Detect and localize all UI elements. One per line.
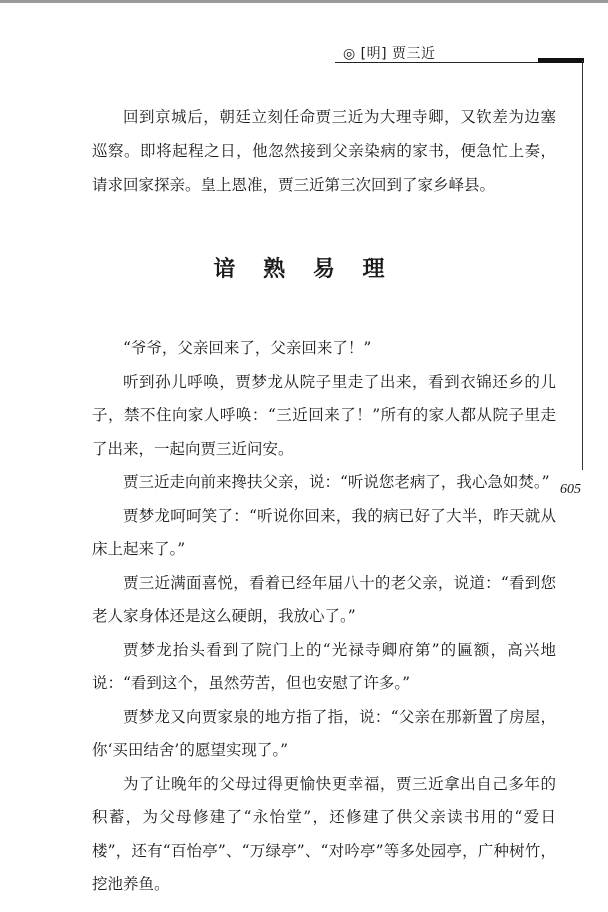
- corner-bar: [538, 58, 584, 63]
- paragraph: “爷爷，父亲回来了，父亲回来了！”: [123, 339, 372, 357]
- paragraph: 贾三近满面喜悦，看着已经年届八十的老父亲，说道：“看到您老人家身体还是这么硬朗，我放心了。”: [92, 573, 556, 625]
- header-rule: [335, 62, 538, 63]
- page-number: 605: [560, 482, 581, 497]
- running-header: ◎ [明] 贾三近: [343, 46, 436, 62]
- intro-text-block: [92, 100, 556, 202]
- page-top-edge: [0, 0, 608, 3]
- paragraph: 为了让晚年的父母过得更愉快更幸福，贾三近拿出自己多年的积蓄，为父母修建了“永怡堂”，还修建了供父亲读书用的“爱日楼”，还有“百怡亭”、“万绿亭”、“对吟亭”等多处园亭，广种树竹，挖池养鱼。: [92, 774, 556, 893]
- paragraph: 听到孙儿呼唤，贾梦龙从院子里走了出来，看到衣锦还乡的儿子，禁不住向家人呼唤：“三近回来了！”所有的家人都从院子里走了出来，一起向贾三近问安。: [92, 372, 556, 458]
- body-text-block: [92, 332, 556, 902]
- section-title: 谙 熟 易 理: [213, 257, 395, 282]
- paragraph: 贾梦龙抬头看到了院门上的“光禄寺卿府第”的匾额，高兴地说：“看到这个，虽然劳苦，但也安慰了许多。”: [92, 640, 556, 692]
- paragraph: 回到京城后，朝廷立刻任命贾三近为大理寺卿，又钦差为边塞巡察。即将起程之日，他忽然接到父亲染病的家书，便急忙上奏，请求回家探亲。皇上恩准，贾三近第三次回到了家乡峄县。: [92, 108, 556, 194]
- paragraph: 贾梦龙呵呵笑了：“听说你回来，我的病已好了大半，昨天就从床上起来了。”: [92, 506, 556, 558]
- paragraph: 贾三近走向前来搀扶父亲，说：“听说您老病了，我心急如焚。”: [123, 473, 550, 491]
- paragraph: 贾梦龙又向贾家泉的地方指了指，说：“父亲在那新置了房屋，你‘买田结舍’的愿望实现了。”: [92, 707, 556, 759]
